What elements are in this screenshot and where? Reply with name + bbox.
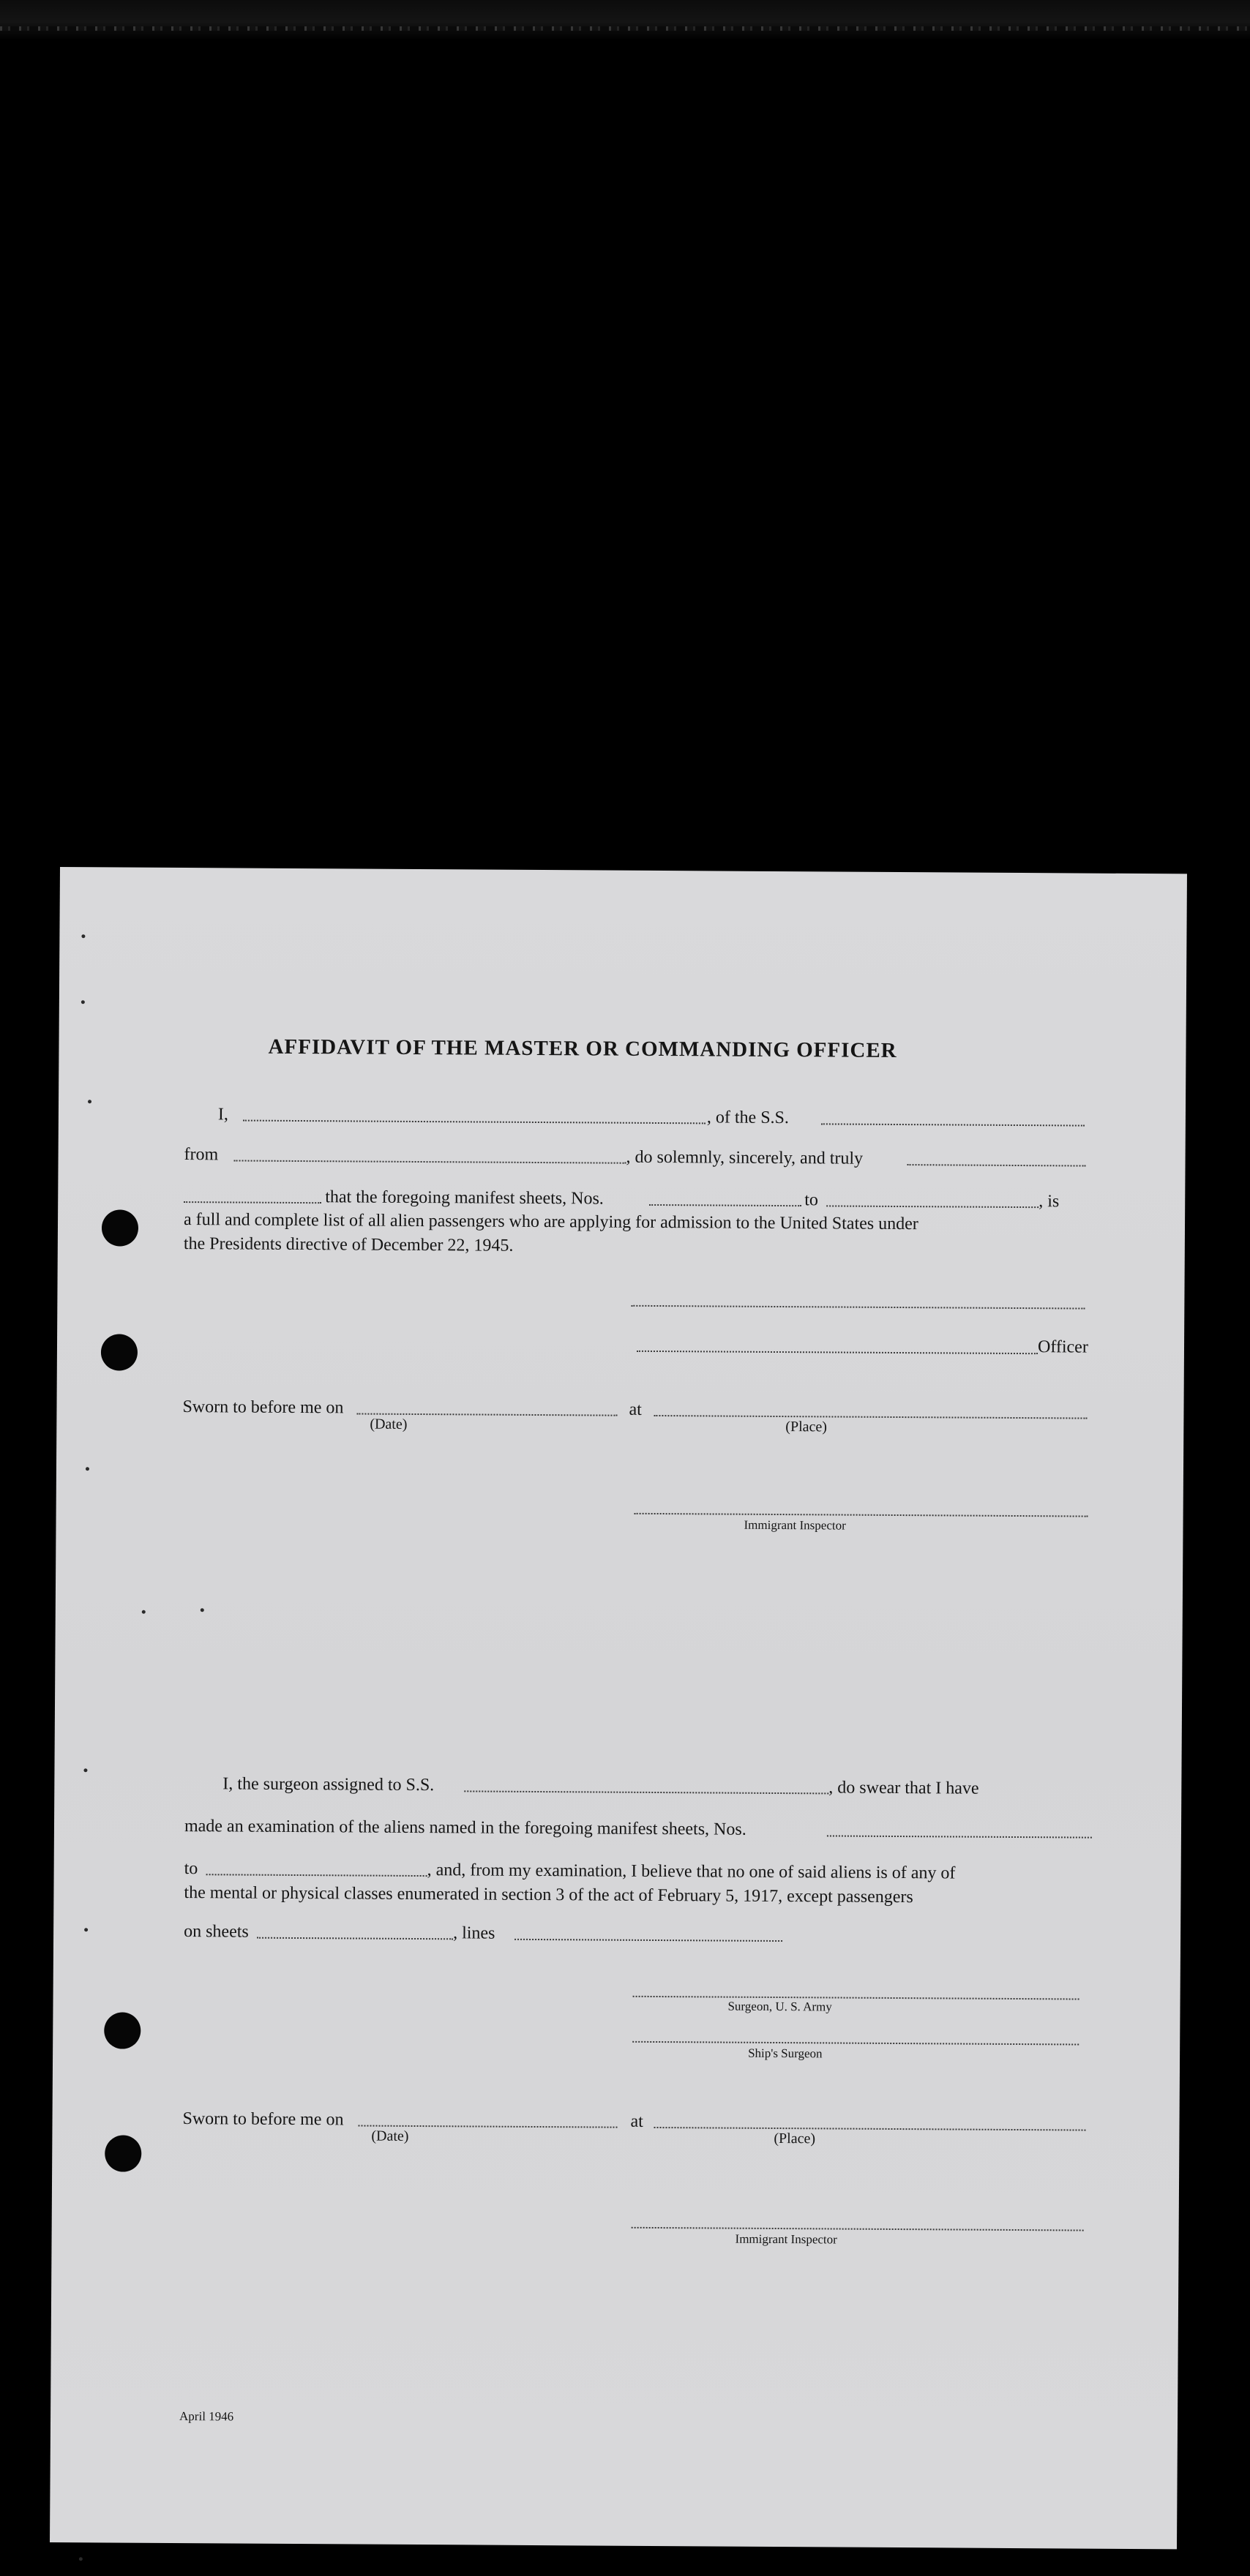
binder-hole [102,1209,138,1246]
surgeon-to-line [206,1874,427,1877]
date-caption: (Date) [370,1416,408,1432]
to-text: to [804,1190,818,1210]
binder-hole [105,2135,141,2171]
scanner-edge [0,0,1250,40]
truly-line [907,1164,1086,1166]
solemnly-text: , do solemnly, sincerely, and truly [626,1147,864,1168]
from-text: from [184,1145,219,1165]
surgeon-line-3: , and, from my examination, I believe that no one of said aliens is of any of [427,1860,956,1883]
surgeon-line-1a: I, the surgeon assigned to S.S. [222,1774,435,1795]
surgeon-sheets-text: on sheets [184,1922,249,1942]
surgeon-sheets-line [257,1937,453,1940]
of-ss-text: , of the S.S. [706,1108,790,1128]
statement-line: a full and complete list of all alien passengers who are applying for admission to the United States under [183,1210,918,1234]
surgeon-lines-text: , lines [453,1923,495,1943]
foregoing-text: that the foregoing manifest sheets, Nos. [325,1187,604,1209]
i-label: I, [217,1105,229,1124]
surgeon-ship-line [464,1790,828,1794]
place-caption-2: (Place) [774,2130,816,2147]
binder-hole [104,2012,141,2049]
inspector-signature-line [635,1513,1088,1517]
master-name-line [243,1120,706,1124]
date-caption-2: (Date) [371,2128,409,2144]
directive-line: the Presidents directive of December 22, 1945. [183,1234,514,1255]
nos-line [649,1204,801,1206]
inspector-caption: Immigrant Inspector [744,1517,846,1533]
army-surgeon-caption: Surgeon, U. S. Army [727,1999,832,2014]
sworn-label-2: Sworn to before me on [182,2109,344,2130]
surgeon-nos-line [827,1835,1092,1838]
sworn-place-line [654,1415,1087,1419]
surgeon-line-2: made an examination of the aliens named in the foregoing manifest sheets, Nos. [184,1817,746,1839]
sworn-at-text-2: at [630,2111,643,2131]
surgeon-to-text: to [184,1859,198,1879]
sworn-at-text: at [629,1400,642,1419]
binder-hole [101,1334,138,1370]
inspector-signature-line-2 [632,2227,1084,2231]
inspector-caption-2: Immigrant Inspector [735,2231,837,2247]
is-text: , is [1038,1192,1060,1212]
affidavit-page [50,867,1187,2549]
to-line [826,1205,1038,1208]
sworn-label: Sworn to before me on [182,1397,344,1418]
form-date: April 1946 [179,2409,234,2424]
officer-label: Officer [1037,1337,1088,1357]
ships-surgeon-line [632,2041,1079,2046]
ship-name-line [821,1123,1085,1126]
signature-line [631,1305,1085,1310]
ships-surgeon-caption: Ship's Surgeon [748,2046,823,2061]
army-surgeon-line [633,1996,1079,2000]
place-caption: (Place) [785,1419,828,1435]
from-line [234,1160,626,1163]
sworn-place-line-2 [654,2127,1085,2131]
officer-signature-line [637,1351,1038,1354]
surgeon-line-1b: , do swear that I have [828,1778,979,1798]
affidavit-title: AFFIDAVIT OF THE MASTER OR COMMANDING OFFICER [268,1034,897,1062]
surgeon-lines-line [514,1939,782,1942]
surgeon-line-4: the mental or physical classes enumerated in section 3 of the act of February 5, 1917, except passengers [184,1883,913,1907]
oath-line [184,1201,321,1203]
